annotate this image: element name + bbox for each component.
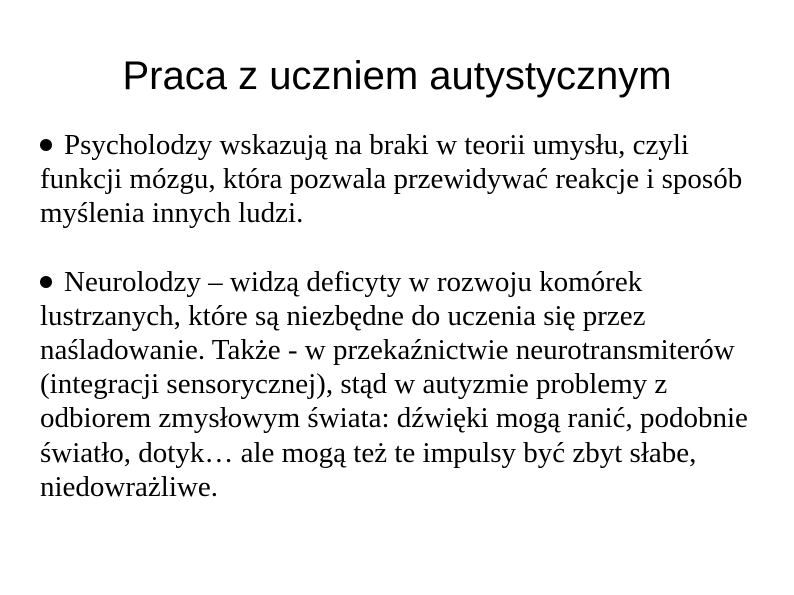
bullet-item: [40, 265, 770, 504]
bullet-text: Psycholodzy wskazują na braki w teorii umysłu, czyli funkcji mózgu, która pozwala przewidywać reakcje i sposób myślenia innych ludzi.: [40, 129, 743, 230]
bullet-item: [40, 128, 770, 231]
bullet-text: Neurolodzy – widzą deficyty w rozwoju komórek lustrzanych, które są niezbędne do uczenia się przez naśladowanie. Także - w przekaźnictwie neurotransmiterów (integracji sensorycznej), stąd w autyzmie problemy z odbiorem zmysłowym świata: dźwięki mogą ranić, podobnie światło, dotyk… ale mogą też te impulsy być zbyt słabe, niedowrażliwe.: [40, 265, 748, 503]
bullet-dot-icon: [40, 139, 52, 151]
bullet-dot-icon: [40, 276, 52, 288]
slide-body: [40, 128, 770, 504]
slide-title: Praca z uczniem autystycznym: [122, 54, 672, 98]
